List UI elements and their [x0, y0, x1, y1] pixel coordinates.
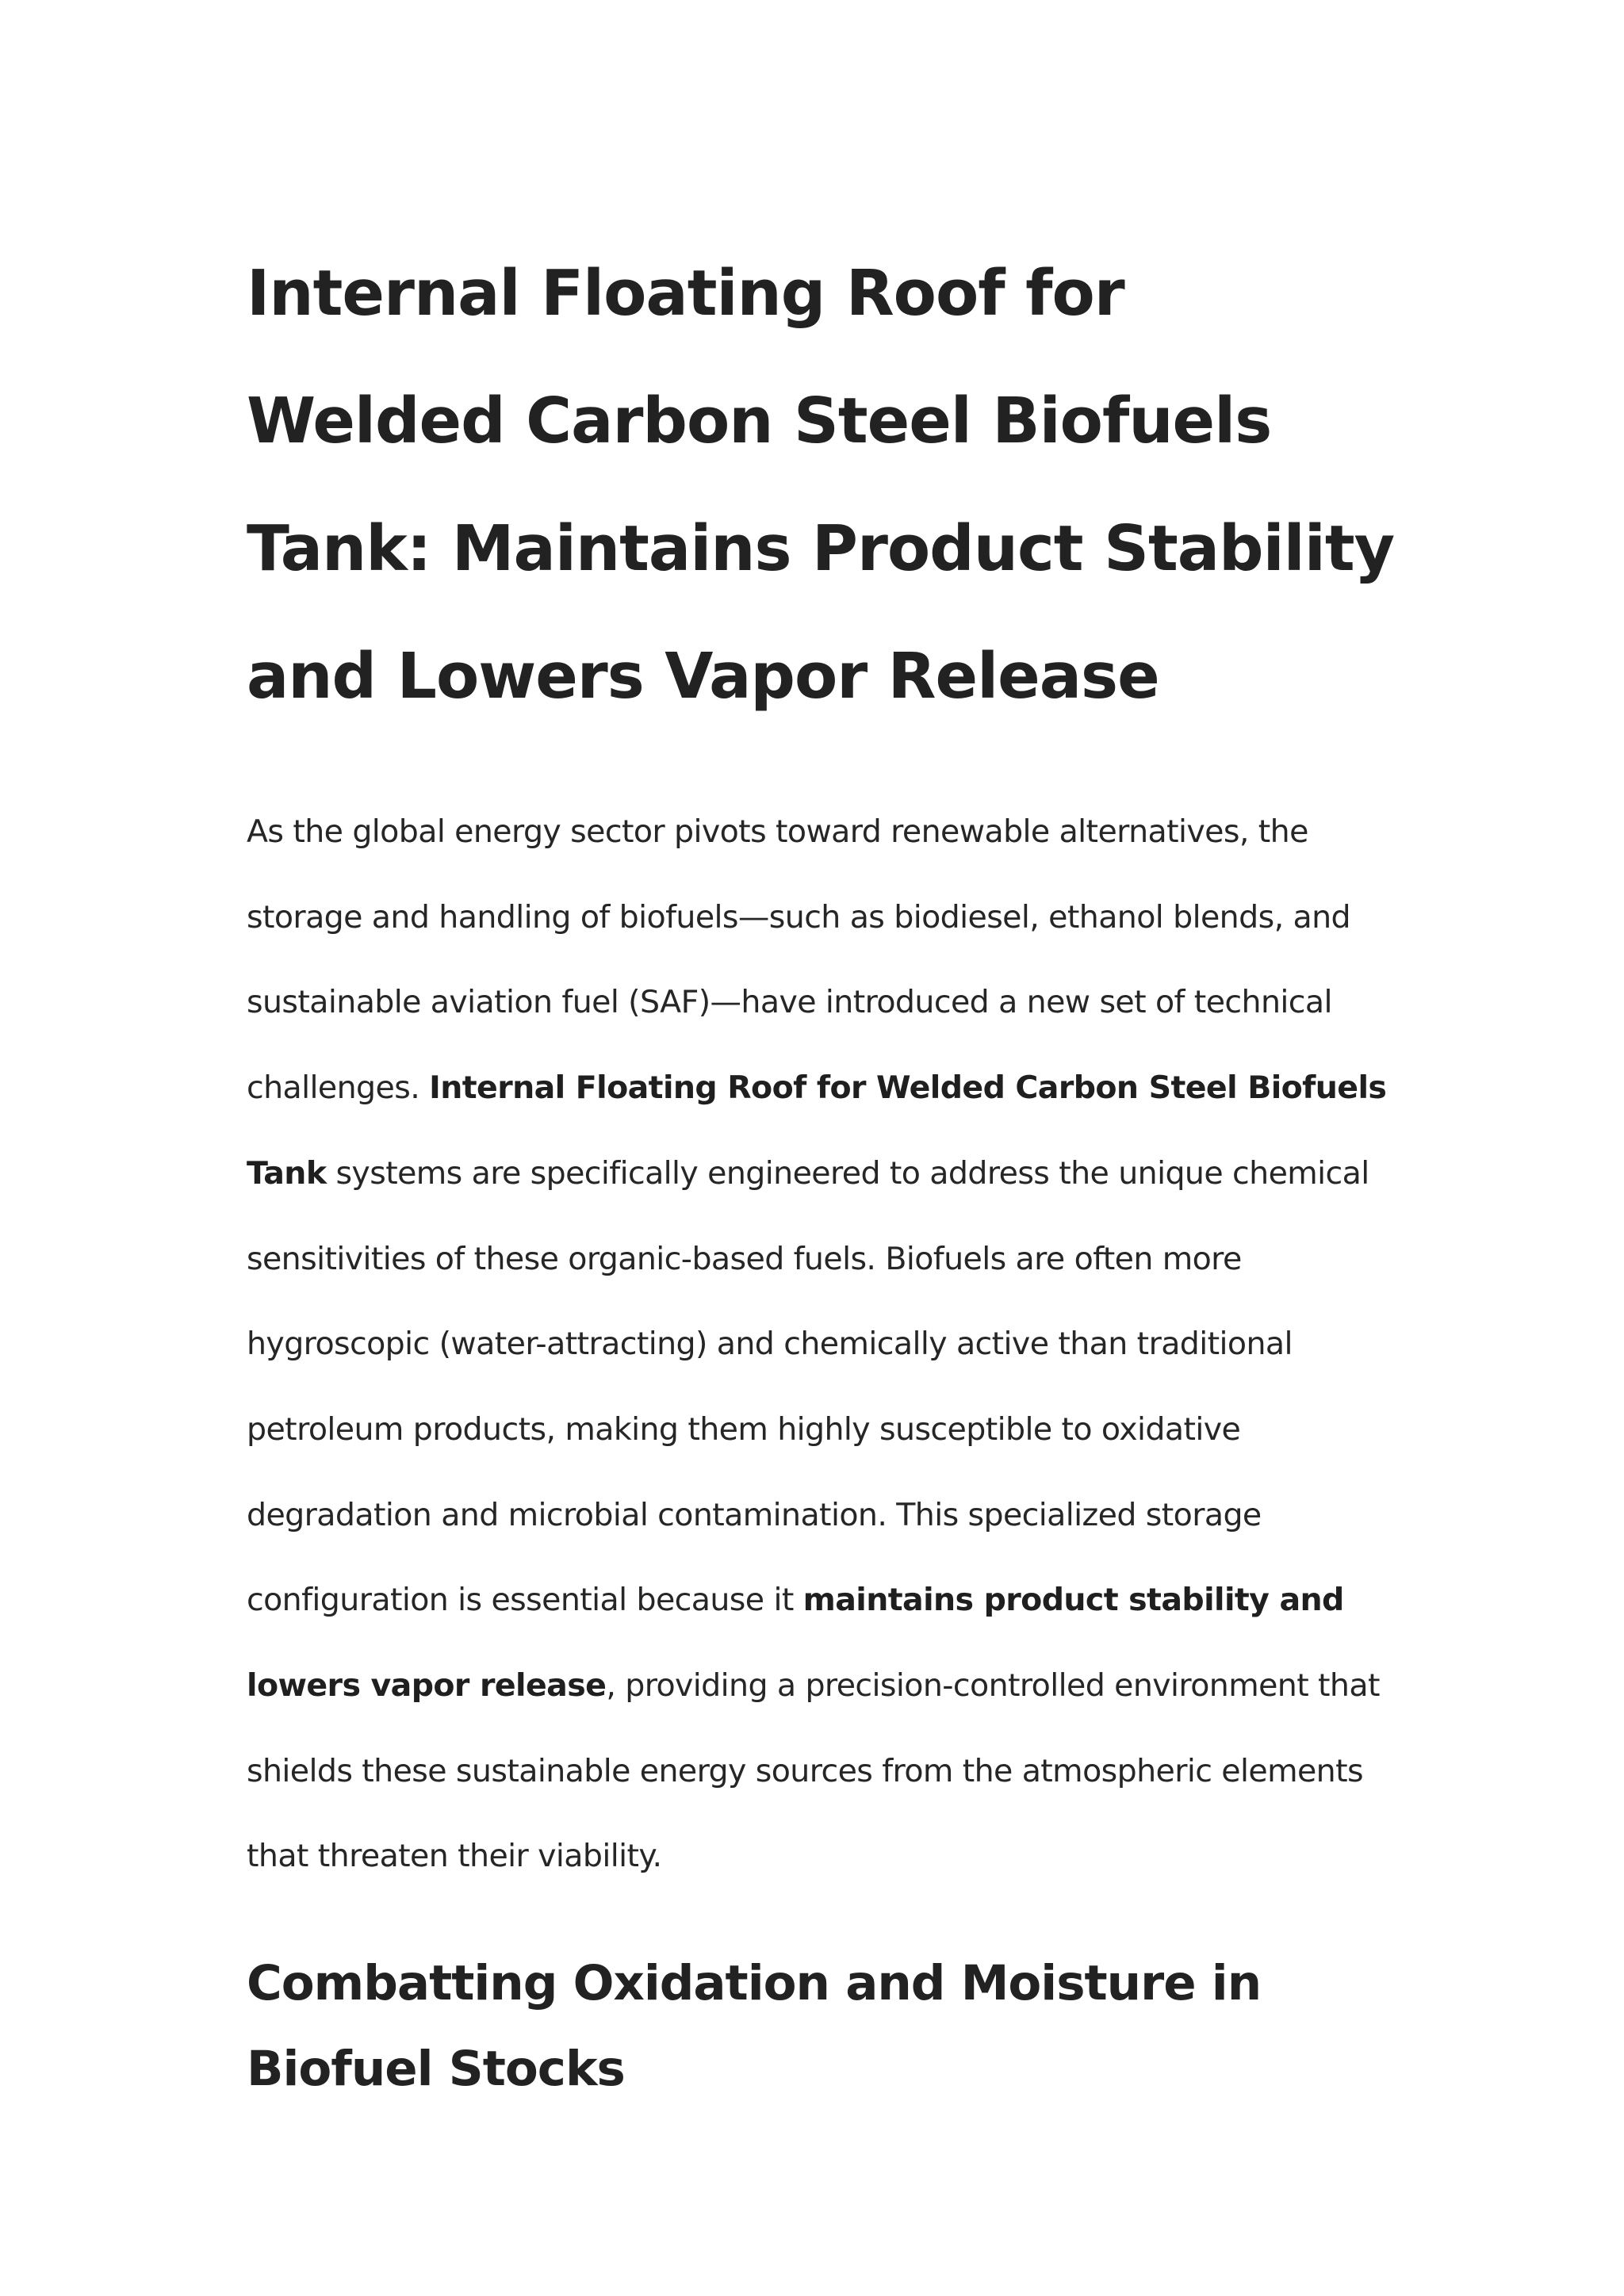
intro-paragraph: [247, 790, 1396, 1900]
intro-bold-product-name: Internal Floating Roof for Welded Carbon Steel Biofuels Tank: [247, 1070, 1387, 1192]
section-heading: Combatting Oxidation and Moisture in Biofuel Stocks: [247, 1955, 1262, 2098]
intro-text-3: , providing a precision-controlled environment that shields these sustainable energy sources from the atmospheric elements that threaten their viability.: [247, 1667, 1380, 1875]
page-title: Internal Floating Roof for Welded Carbon Steel Biofuels Tank: Maintains Product Stability and Lowers Vapor Release: [247, 257, 1395, 713]
intro-text-2: systems are specifically engineered to address the unique chemical sensitivities of these organic-based fuels. Biofuels are often more hygroscopic (water-attracting) and chemically active than traditional petroleum products, making them highly susceptible to oxidative degradation and microbial contamination. This specialized storage configuration is essential because it: [247, 1154, 1369, 1619]
intro-text-1: As the global energy sector pivots toward renewable alternatives, the storage and handling of biofuels—such as biodiesel, ethanol blends, and sustainable aviation fuel (SAF)—have introduced a new set of technical challenges.: [247, 813, 1350, 1107]
intro-bold-benefit: maintains product stability and lowers vapor release: [247, 1582, 1344, 1705]
article: [247, 230, 1396, 2112]
